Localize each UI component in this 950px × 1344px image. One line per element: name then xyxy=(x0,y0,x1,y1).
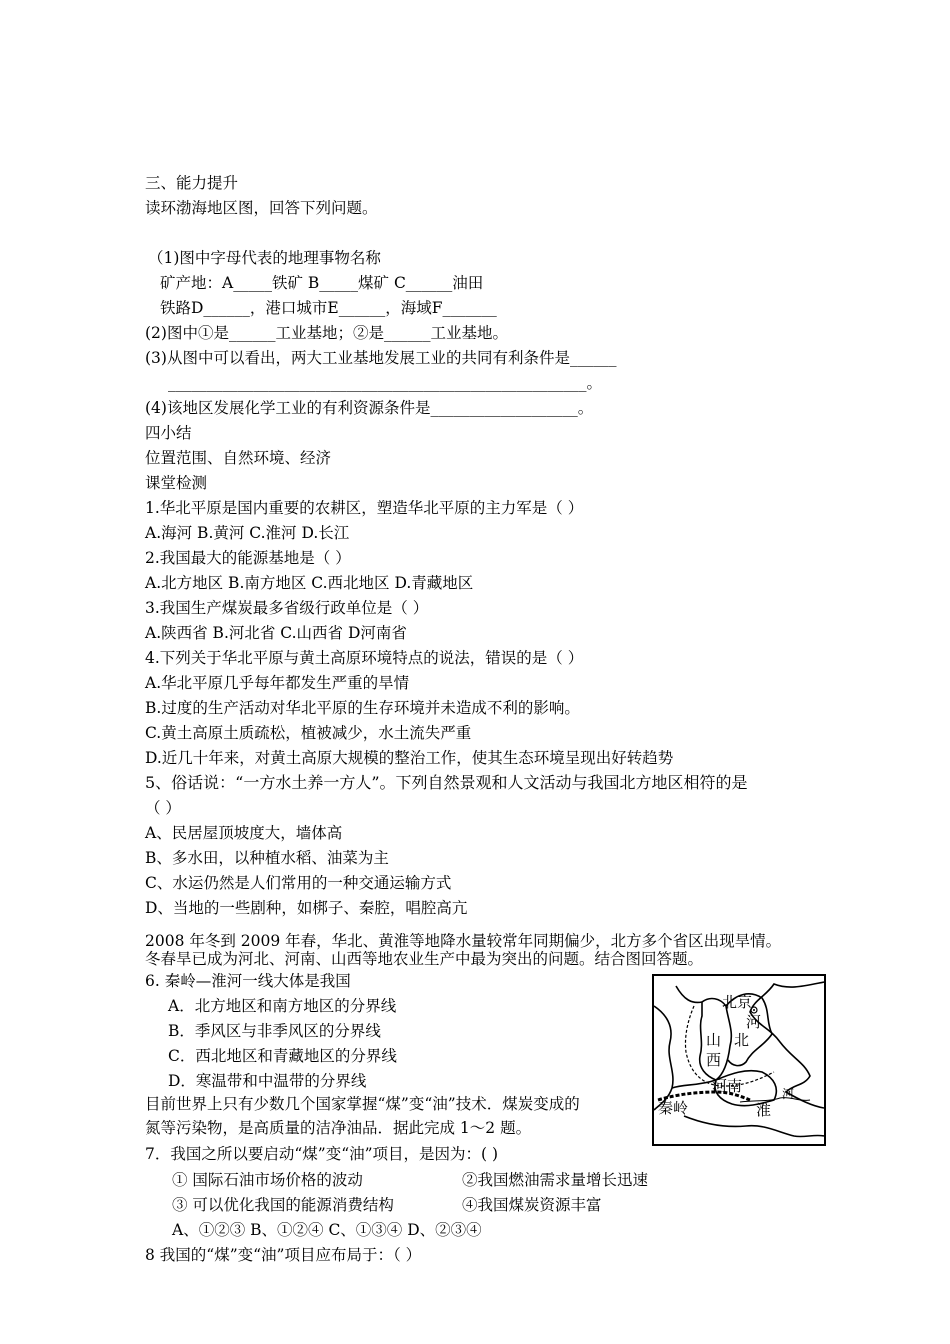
question-4: 4.下列关于华北平原与黄土高原环境特点的说法，错误的是（ ） xyxy=(145,649,584,667)
map-label-hebei-1: 河 xyxy=(746,1013,762,1031)
sub-question-3: (3)从图中可以看出，两大工业基地发展工业的共同有利条件是______ xyxy=(145,349,617,367)
map-label-huai: 淮 xyxy=(756,1101,772,1119)
question-6-option-a: A．北方地区和南方地区的分界线 xyxy=(168,997,397,1015)
question-3-options: A.陕西省 B.河北省 C.山西省 D河南省 xyxy=(145,624,407,642)
sub-question-1-mines: 矿产地：A_____铁矿 B_____煤矿 C______油田 xyxy=(160,274,484,292)
question-4-option-c: C.黄土高原土质疏松，植被减少，水土流失严重 xyxy=(145,724,472,742)
sub-question-1-rail: 铁路D______，港口城市E______，海域F_______ xyxy=(160,299,497,317)
sub-question-3-blank: ______________________________________________________。 xyxy=(168,374,603,392)
passage-line-2: 冬春旱已成为河北、河南、山西等地农业生产中最为突出的问题。结合图回答题。 xyxy=(145,950,704,968)
question-7-item-2: ②我国燃油需求量增长迅速 xyxy=(462,1171,649,1189)
sub-question-2: (2)图中①是______工业基地；②是______工业基地。 xyxy=(145,324,508,342)
south-border xyxy=(684,1116,824,1137)
question-5-option-a: A、民居屋顶坡度大，墙体高 xyxy=(145,824,343,842)
map-label-henan: 河南 xyxy=(712,1077,743,1095)
question-7-item-1: ① 国际石油市场价格的波动 xyxy=(172,1171,363,1189)
question-4-option-d: D.近几十年来，对黄土高原大规模的整治工作，使其生态环境呈现出好转趋势 xyxy=(145,749,674,767)
test-heading: 课堂检测 xyxy=(145,474,208,492)
question-5-option-c: C、水运仍然是人们常用的一种交通运输方式 xyxy=(145,874,452,892)
question-6-option-d: D．寒温带和中温带的分界线 xyxy=(168,1072,367,1090)
passage2-line-1: 目前世界上只有少数几个国家掌握“煤”变“油”技术．煤炭变成的 xyxy=(145,1095,580,1113)
section-heading: 三、能力提升 xyxy=(145,174,239,192)
question-1-options: A.海河 B.黄河 C.淮河 D.长江 xyxy=(145,524,350,542)
passage2-line-2: 氮等污染物，是高质量的洁净油品．据此完成 1～2 题。 xyxy=(145,1119,532,1137)
question-6: 6. 秦岭—淮河一线大体是我国 xyxy=(145,972,351,990)
map-label-he: 河 xyxy=(782,1087,795,1101)
section-intro: 读环渤海地区图，回答下列问题。 xyxy=(145,199,378,217)
north-china-map xyxy=(652,974,826,1146)
question-1: 1.华北平原是国内重要的农耕区，塑造华北平原的主力军是（ ） xyxy=(145,499,584,517)
passage-line-1: 2008 年冬到 2009 年春，华北、黄淮等地降水量较常年同期偏少，北方多个省区出现旱情。 xyxy=(145,932,782,950)
question-4-option-b: B.过度的生产活动对华北平原的生存环境并未造成不利的影响。 xyxy=(145,699,580,717)
question-7-options: A、①②③ B、①②④ C、①③④ D、②③④ xyxy=(172,1221,482,1239)
map-label-qinling: 秦岭 xyxy=(658,1099,689,1117)
summary-heading: 四小结 xyxy=(145,424,192,442)
question-7-item-3: ③ 可以优化我国的能源消费结构 xyxy=(172,1196,394,1214)
question-4-option-a: A.华北平原几乎每年都发生严重的旱情 xyxy=(145,674,410,692)
question-3: 3.我国生产煤炭最多省级行政单位是（ ） xyxy=(145,599,429,617)
question-6-option-b: B．季风区与非季风区的分界线 xyxy=(168,1022,381,1040)
question-5-option-b: B、多水田，以种植水稻、油菜为主 xyxy=(145,849,389,867)
question-7-item-4: ④我国煤炭资源丰富 xyxy=(462,1196,602,1214)
map-label-shanxi-1: 山 xyxy=(706,1031,722,1049)
summary-text: 位置范围、自然环境、经济 xyxy=(145,449,332,467)
sub-question-1: （1)图中字母代表的地理事物名称 xyxy=(148,249,381,267)
question-6-option-c: C．西北地区和青藏地区的分界线 xyxy=(168,1047,397,1065)
question-5: 5、俗话说：“一方水土养一方人”。下列自然景观和人文活动与我国北方地区相符的是 xyxy=(145,773,748,792)
map-label-hebei-2: 北 xyxy=(734,1031,750,1049)
west-border xyxy=(654,1006,673,1110)
question-8: 8 我国的“煤”变“油”项目应布局于：（ ） xyxy=(145,1246,422,1264)
map-label-shanxi-2: 西 xyxy=(706,1051,722,1069)
question-5-paren: （ ） xyxy=(145,799,181,817)
question-2-options: A.北方地区 B.南方地区 C.西北地区 D.青藏地区 xyxy=(145,574,474,592)
map-label-beijing: 北京 xyxy=(722,993,753,1011)
question-7: 7．我国之所以要启动“煤”变“油”项目，是因为：( ) xyxy=(145,1145,499,1163)
question-2: 2.我国最大的能源基地是（ ） xyxy=(145,549,351,567)
question-5-option-d: D、当地的一些剧种，如梆子、秦腔，唱腔高亢 xyxy=(145,899,468,917)
sub-question-4: (4)该地区发展化学工业的有利资源条件是___________________。 xyxy=(145,399,594,417)
